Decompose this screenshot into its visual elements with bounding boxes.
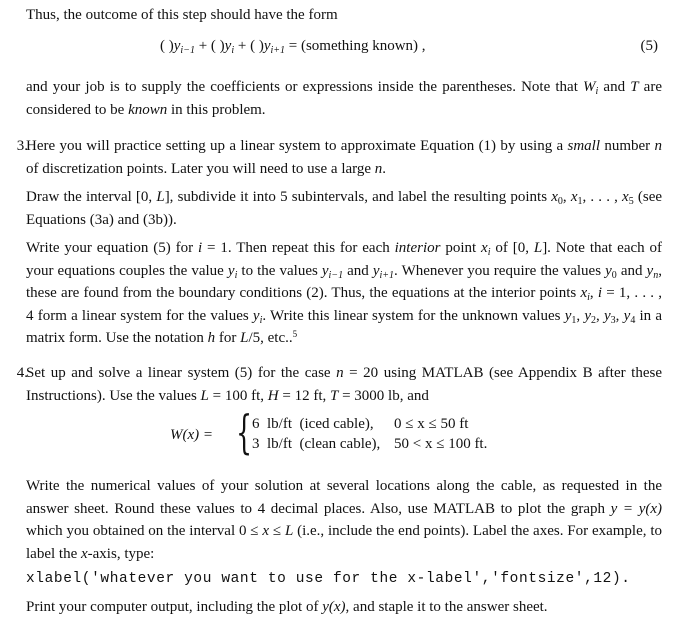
item-3-paragraph-1: Here you will practice setting up a linear system to approximate Equation (1) by using a small number n of discretization points. Later you will need to use a large n. (26, 138, 662, 177)
item-4-number: 4. (16, 365, 28, 381)
intro-text: Thus, the outcome of this step should have the form (26, 7, 338, 23)
equation-5: ( )$y_{i-1}$ + ( )$y_i$ + ( )$y_{i+1}$ = (something known) , (160, 38, 426, 56)
item-4 (6, 362, 662, 407)
equation-number: (5) (640, 38, 658, 54)
after-equation-paragraph: and your job is to supply the coefficients or expressions inside the parentheses. Note that $W_i$ and T are considered to be known in this problem. (26, 79, 662, 118)
left-brace: { (236, 405, 253, 459)
item-3-paragraph-2: Draw the interval [0, L], subdivide it into 5 subintervals, and label the resulting points $x_0$, $x_1$, . . . , $x_5$ (see Equations (3a) and (3b)). (26, 189, 663, 228)
item-3-paragraph-3: Write your equation (5) for i = 1. Then repeat this for each interior point $x_i$ of [0, L]. Note that each of your equations couples the value $y_i$ to the values $y_{i-1}$ and $y_{i+1}$. Whenever you require the values $y_0$ and $y_n$, these are found from the boundary conditions (2). Thus, the equations at the interior points $x_i$, i = 1, . . . , 4 form a linear system for the values $y_i$. Write this linear system for the unknown values $y_1$, $y_2$, $y_3$, $y_4$ in a matrix form. Use the notation h for L/5, etc..$^5$ (26, 240, 663, 346)
case-lhs: W(x) = (170, 427, 214, 443)
item-3-number: 3. (16, 138, 28, 154)
item-4-paragraph-1: Set up and solve a linear system (5) for the case n = 20 using MATLAB (see Appendix B after these Instructions). Use the values L = 100 ft, H = 12 ft, T = 3000 lb, and (26, 365, 662, 404)
item-4-paragraph-2: Write the numerical values of your solution at several locations along the cable, as requested in the answer sheet. Round these values to 4 decimal places. Also, use MATLAB to plot the graph y = y(x) which you obtained on the interval 0 ≤ x ≤ L (i.e., include the end points). Label the axes. For example, to label the x-axis, type: xlabel('whatever you want to use for the x-label','fontsize',12). Print your computer output, including the plot of y(x), and staple it to the answer sheet. (26, 475, 662, 618)
footnote-marker: 5 (292, 329, 298, 339)
item-4-paragraph-3: Print your computer output, including the plot of y(x), and staple it to the answer sheet. (26, 598, 548, 615)
matlab-code-line: xlabel('whatever you want to use for the x-label','fontsize',12). (26, 571, 631, 587)
case-row-2: 3 lb/ft (clean cable), 50 < x ≤ 100 ft. (252, 436, 488, 452)
item-3 (6, 135, 662, 350)
intro-paragraph (26, 4, 662, 27)
case-row-1: 6 lb/ft (iced cable), 0 ≤ x ≤ 50 ft (252, 416, 469, 432)
